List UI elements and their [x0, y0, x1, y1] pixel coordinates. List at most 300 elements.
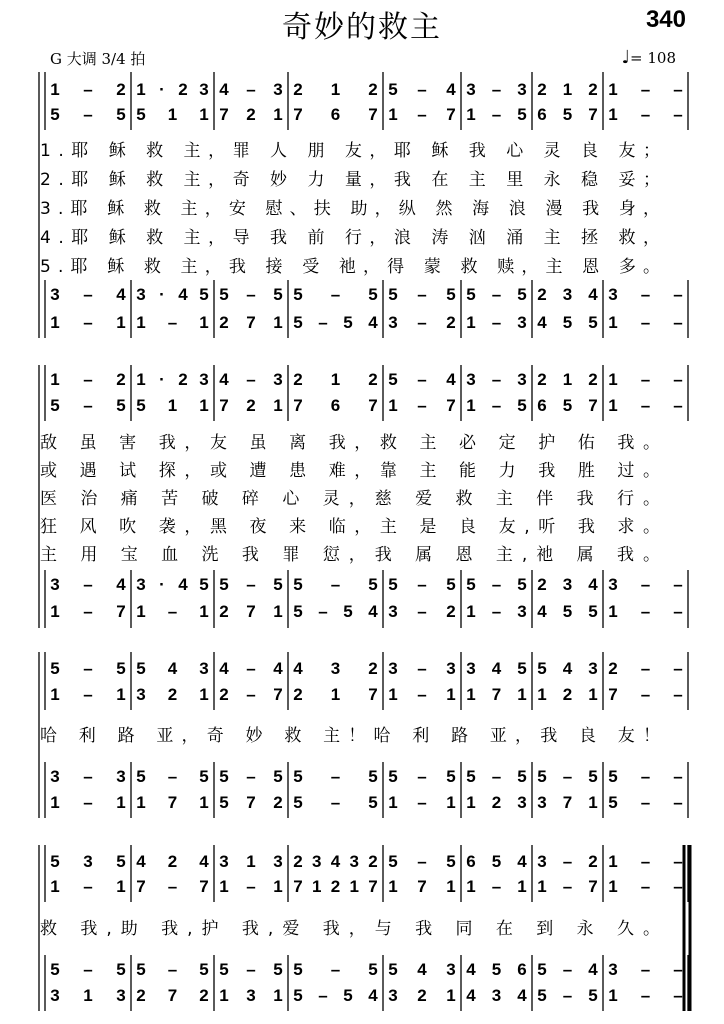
note-glyph: 1 [273, 877, 283, 896]
note-glyph: 2 [178, 80, 188, 99]
note-glyph: 4 [199, 852, 209, 871]
note-glyph: 5 [466, 767, 476, 786]
note-glyph: 1 [83, 986, 93, 1005]
note-glyph: 2 [136, 986, 146, 1005]
note-glyph: – [246, 877, 256, 896]
note-glyph: – [330, 793, 341, 812]
note-glyph: 5 [562, 105, 573, 124]
tempo-value: = 108 [630, 49, 676, 67]
note-glyph: 6 [537, 396, 547, 415]
note-glyph: 5 [517, 105, 527, 124]
note-glyph: 3 [517, 313, 527, 332]
note-glyph: – [673, 986, 683, 1005]
note-glyph: 2 [293, 685, 303, 704]
note-glyph: 1 [388, 685, 398, 704]
note-glyph: 1 [199, 793, 209, 812]
note-glyph: 4 [330, 852, 341, 871]
note-glyph: – [83, 659, 93, 678]
note-glyph: 2 [293, 370, 303, 389]
system-3 [39, 652, 688, 818]
note-glyph: 3 [246, 986, 256, 1005]
note-glyph: 1 [136, 370, 146, 389]
system-4 [39, 845, 690, 1011]
note-glyph: · [159, 575, 165, 594]
note-glyph: 5 [517, 285, 527, 304]
lyric-line: 主 用 宝 血 洗 我 罪 愆，我 属 恩 主,祂 属 我。 [40, 545, 660, 565]
note-glyph: 2 [562, 685, 573, 704]
note-glyph: 1 [50, 793, 60, 812]
note-glyph: 7 [368, 877, 378, 896]
note-glyph: – [83, 313, 93, 332]
lyric-line: 1.耶 稣 救 主，罪 人 朋 友，耶 稣 我 心 灵 良 友； [40, 141, 661, 161]
note-glyph: – [640, 370, 651, 389]
note-glyph: 3 [517, 793, 527, 812]
note-glyph: – [491, 602, 502, 621]
note-glyph: 4 [588, 285, 598, 304]
note-glyph: – [673, 877, 683, 896]
note-glyph: 7 [491, 685, 502, 704]
note-glyph: – [640, 105, 651, 124]
note-glyph: 1 [330, 370, 341, 389]
note-glyph: – [83, 370, 93, 389]
note-glyph: 2 [537, 370, 547, 389]
note-glyph: 7 [293, 396, 303, 415]
note-glyph: – [562, 877, 573, 896]
note-glyph: – [640, 80, 651, 99]
note-glyph: 5 [562, 602, 573, 621]
note-glyph: 3 [588, 659, 598, 678]
note-glyph: – [491, 575, 502, 594]
lyric-line: 医 治 痛 苦 破 碎 心 灵，慈 爱 救 主 伴 我 行。 [40, 489, 660, 509]
note-glyph: 3 [312, 852, 322, 871]
note-glyph: 2 [246, 396, 256, 415]
note-glyph: 1 [517, 877, 527, 896]
note-glyph: 1 [116, 793, 126, 812]
note-glyph: 2 [246, 105, 256, 124]
lyric-line: 敌 虽 害 我，友 虽 离 我，救 主 必 定 护 佑 我。 [40, 433, 660, 453]
note-glyph: 1 [537, 877, 547, 896]
note-glyph: – [83, 960, 93, 979]
note-glyph: 7 [246, 793, 256, 812]
note-glyph: – [491, 767, 502, 786]
note-glyph: 4 [368, 313, 378, 332]
note-glyph: 4 [167, 659, 178, 678]
note-glyph: 5 [517, 575, 527, 594]
lyric-line: 救 我,助 我,护 我,爱 我，与 我 同 在 到 永 久。 [40, 919, 660, 939]
lyric-line: 2.耶 稣 救 主，奇 妙 力 量，我 在 主 里 永 稳 妥； [40, 170, 661, 190]
accompaniment-row-1 [50, 285, 682, 304]
note-glyph: 1 [466, 396, 476, 415]
note-glyph: – [83, 80, 93, 99]
note-glyph: – [562, 960, 573, 979]
note-glyph: – [417, 767, 427, 786]
note-glyph: 5 [368, 960, 378, 979]
note-glyph: 5 [517, 396, 527, 415]
note-glyph: – [673, 659, 683, 678]
accompaniment-row-2 [50, 793, 682, 812]
note-glyph: 1 [608, 80, 618, 99]
note-glyph: – [640, 685, 651, 704]
note-glyph: 5 [199, 767, 209, 786]
note-glyph: 5 [517, 767, 527, 786]
note-glyph: – [417, 575, 427, 594]
note-glyph: 7 [167, 986, 178, 1005]
note-glyph: – [491, 80, 502, 99]
note-glyph: – [673, 396, 683, 415]
note-glyph: – [491, 285, 502, 304]
note-glyph: 5 [293, 313, 303, 332]
note-glyph: 2 [368, 852, 378, 871]
note-glyph: 4 [273, 659, 283, 678]
note-glyph: 5 [588, 986, 598, 1005]
note-glyph: 5 [562, 396, 573, 415]
note-glyph: 7 [368, 105, 378, 124]
note-glyph: – [562, 767, 573, 786]
melody-row-1 [50, 852, 682, 871]
note-glyph: 1 [446, 685, 456, 704]
note-glyph: 6 [330, 396, 341, 415]
accompaniment-row-2 [50, 602, 682, 621]
note-glyph: 1 [50, 877, 60, 896]
note-glyph: 5 [368, 285, 378, 304]
accompaniment-row-2 [50, 313, 682, 332]
note-glyph: 1 [273, 602, 283, 621]
note-glyph: 2 [116, 80, 126, 99]
note-glyph: 1 [588, 685, 598, 704]
note-glyph: 1 [388, 396, 398, 415]
note-glyph: – [330, 960, 341, 979]
note-glyph: – [417, 685, 427, 704]
note-glyph: 4 [446, 80, 456, 99]
note-glyph: 3 [219, 852, 229, 871]
note-glyph: 3 [136, 285, 146, 304]
lyric-line: 或 遇 试 探，或 遭 患 难，靠 主 能 力 我 胜 过。 [40, 461, 660, 481]
note-glyph: – [673, 685, 683, 704]
lyric-line: 狂 风 吹 袭，黑 夜 来 临，主 是 良 友,听 我 求。 [40, 517, 660, 537]
note-glyph: 1 [588, 793, 598, 812]
lyric-line: 3.耶 稣 救 主，安 慰、扶 助，纵 然 海 浪 漫 我 身， [40, 199, 661, 219]
note-glyph: – [167, 767, 178, 786]
note-glyph: 5 [116, 852, 126, 871]
note-glyph: 1 [199, 685, 209, 704]
melody-row-2 [50, 105, 682, 124]
note-glyph: 1 [466, 105, 476, 124]
note-glyph: 1 [136, 793, 146, 812]
note-glyph: 3 [50, 285, 60, 304]
note-glyph: 5 [50, 659, 60, 678]
note-glyph: – [417, 313, 427, 332]
note-glyph: 7 [246, 602, 256, 621]
note-glyph: – [83, 575, 93, 594]
note-glyph: 1 [608, 105, 618, 124]
note-glyph: 7 [446, 105, 456, 124]
note-glyph: – [491, 877, 502, 896]
note-glyph: 5 [537, 986, 547, 1005]
note-glyph: 5 [136, 396, 146, 415]
note-glyph: 3 [517, 370, 527, 389]
note-glyph: 1 [167, 105, 178, 124]
note-glyph: 4 [446, 370, 456, 389]
note-glyph: 3 [537, 793, 547, 812]
melody-row-1 [50, 370, 682, 389]
note-glyph: 5 [273, 767, 283, 786]
note-glyph: 5 [343, 986, 353, 1005]
note-glyph: – [673, 285, 683, 304]
note-glyph: – [417, 793, 427, 812]
note-glyph: 3 [199, 370, 209, 389]
note-glyph: 3 [537, 852, 547, 871]
note-glyph: 2 [417, 986, 427, 1005]
note-glyph: 1 [466, 877, 476, 896]
note-glyph: 2 [293, 852, 303, 871]
note-glyph: 2 [588, 80, 598, 99]
note-glyph: – [83, 602, 93, 621]
note-glyph: – [640, 575, 651, 594]
note-glyph: – [83, 793, 93, 812]
note-glyph: – [83, 685, 93, 704]
note-glyph: 1 [608, 370, 618, 389]
note-glyph: – [640, 285, 651, 304]
note-glyph: – [673, 793, 683, 812]
system-2 [39, 365, 688, 628]
note-glyph: 7 [293, 877, 303, 896]
note-glyph: 7 [167, 793, 178, 812]
note-glyph: 1 [50, 370, 60, 389]
note-glyph: 5 [273, 575, 283, 594]
note-glyph: 5 [388, 852, 398, 871]
note-glyph: 5 [136, 767, 146, 786]
note-glyph: 5 [562, 313, 573, 332]
note-glyph: 5 [116, 396, 126, 415]
system-1 [39, 72, 688, 338]
note-glyph: – [246, 370, 256, 389]
note-glyph: 2 [167, 685, 178, 704]
note-glyph: 5 [273, 285, 283, 304]
note-glyph: – [318, 602, 328, 621]
note-glyph: – [167, 960, 178, 979]
note-glyph: 1 [608, 313, 618, 332]
note-glyph: – [318, 313, 328, 332]
note-glyph: 5 [368, 793, 378, 812]
note-glyph: 5 [368, 575, 378, 594]
note-glyph: – [83, 285, 93, 304]
accompaniment-row-1 [50, 575, 682, 594]
note-glyph: 6 [537, 105, 547, 124]
note-glyph: – [318, 986, 328, 1005]
note-glyph: 7 [368, 685, 378, 704]
note-glyph: 6 [466, 852, 476, 871]
note-glyph: 5 [219, 793, 229, 812]
note-glyph: 7 [136, 877, 146, 896]
note-glyph: – [640, 793, 651, 812]
note-glyph: 4 [537, 313, 547, 332]
note-glyph: – [640, 852, 651, 871]
note-glyph: – [673, 105, 683, 124]
note-glyph: 2 [368, 370, 378, 389]
note-glyph: – [640, 396, 651, 415]
note-glyph: 5 [491, 852, 502, 871]
note-glyph: 1 [312, 877, 322, 896]
note-glyph: 5 [219, 575, 229, 594]
note-glyph: – [417, 370, 427, 389]
note-glyph: 5 [368, 767, 378, 786]
hymn-title: 奇妙的救主 [282, 10, 442, 45]
note-glyph: 5 [273, 960, 283, 979]
note-glyph: – [640, 960, 651, 979]
note-glyph: 1 [349, 877, 359, 896]
note-glyph: 7 [246, 313, 256, 332]
note-glyph: 1 [50, 313, 60, 332]
note-glyph: 1 [199, 313, 209, 332]
note-glyph: – [640, 659, 651, 678]
note-glyph: – [417, 602, 427, 621]
note-glyph: – [330, 575, 341, 594]
note-glyph: – [640, 313, 651, 332]
note-glyph: 4 [178, 575, 188, 594]
note-glyph: – [673, 575, 683, 594]
note-glyph: 3 [330, 659, 341, 678]
note-glyph: 7 [219, 105, 229, 124]
note-glyph: 5 [293, 602, 303, 621]
note-glyph: 5 [293, 575, 303, 594]
note-glyph: 5 [116, 960, 126, 979]
note-glyph: 5 [219, 285, 229, 304]
note-glyph: 5 [219, 960, 229, 979]
note-glyph: 5 [293, 767, 303, 786]
note-glyph: 2 [219, 602, 229, 621]
note-glyph: 2 [199, 986, 209, 1005]
note-glyph: 1 [446, 986, 456, 1005]
note-glyph: 5 [116, 659, 126, 678]
note-glyph: – [640, 986, 651, 1005]
note-glyph: 4 [219, 80, 229, 99]
note-glyph: 1 [116, 313, 126, 332]
note-glyph: 4 [368, 602, 378, 621]
note-glyph: 4 [116, 575, 126, 594]
note-glyph: 4 [517, 986, 527, 1005]
note-glyph: 1 [608, 986, 618, 1005]
note-glyph: – [83, 105, 93, 124]
note-glyph: 5 [388, 575, 398, 594]
note-glyph: – [246, 659, 256, 678]
note-glyph: 1 [608, 877, 618, 896]
note-glyph: – [673, 852, 683, 871]
note-glyph: · [159, 285, 165, 304]
note-glyph: 1 [136, 313, 146, 332]
note-glyph: 1 [273, 396, 283, 415]
note-glyph: 5 [588, 602, 598, 621]
note-glyph: – [83, 767, 93, 786]
note-glyph: 3 [446, 659, 456, 678]
note-glyph: 5 [388, 370, 398, 389]
note-glyph: 1 [446, 793, 456, 812]
melody-row-1 [50, 659, 682, 678]
accompaniment-row-1 [50, 960, 682, 979]
note-glyph: 2 [537, 575, 547, 594]
note-glyph: – [246, 575, 256, 594]
note-glyph: 5 [537, 767, 547, 786]
note-glyph: – [673, 313, 683, 332]
note-glyph: 3 [388, 659, 398, 678]
note-glyph: – [491, 370, 502, 389]
note-glyph: 5 [388, 285, 398, 304]
note-glyph: 5 [219, 767, 229, 786]
note-glyph: 3 [50, 575, 60, 594]
note-glyph: 5 [136, 960, 146, 979]
note-glyph: 5 [446, 767, 456, 786]
note-glyph: 5 [446, 285, 456, 304]
note-glyph: 5 [608, 767, 618, 786]
accompaniment-row-1 [50, 767, 682, 786]
note-glyph: 7 [417, 877, 427, 896]
note-glyph: 5 [50, 105, 60, 124]
note-glyph: 1 [199, 396, 209, 415]
note-glyph: 4 [116, 285, 126, 304]
note-glyph: 3 [466, 370, 476, 389]
note-glyph: 3 [50, 986, 60, 1005]
note-glyph: – [330, 767, 341, 786]
note-glyph: 1 [608, 602, 618, 621]
note-glyph: 1 [219, 877, 229, 896]
note-glyph: 1 [537, 685, 547, 704]
note-glyph: 3 [466, 659, 476, 678]
note-glyph: 3 [273, 80, 283, 99]
note-glyph: 2 [537, 80, 547, 99]
note-glyph: 5 [388, 767, 398, 786]
note-glyph: 4 [562, 659, 573, 678]
note-glyph: 5 [50, 852, 60, 871]
note-glyph: 3 [349, 852, 359, 871]
note-glyph: 4 [491, 659, 502, 678]
note-glyph: 5 [50, 960, 60, 979]
note-glyph: – [417, 285, 427, 304]
note-glyph: 1 [50, 685, 60, 704]
note-glyph: 6 [330, 105, 341, 124]
note-glyph: 5 [50, 396, 60, 415]
lyric-line: 哈 利 路 亚，奇 妙 救 主！哈 利 路 亚，我 良 友！ [40, 726, 661, 746]
note-glyph: 2 [608, 659, 618, 678]
note-glyph: 4 [219, 370, 229, 389]
note-glyph: 3 [517, 602, 527, 621]
note-glyph: 1 [199, 602, 209, 621]
note-glyph: 3 [517, 80, 527, 99]
note-glyph: 3 [562, 575, 573, 594]
note-glyph: 1 [116, 685, 126, 704]
note-glyph: – [417, 105, 427, 124]
note-glyph: – [640, 602, 651, 621]
note-glyph: 5 [199, 285, 209, 304]
note-glyph: – [246, 960, 256, 979]
note-glyph: 2 [588, 370, 598, 389]
quarter-note-icon: ♩ [621, 47, 631, 68]
note-glyph: 5 [588, 767, 598, 786]
note-glyph: – [330, 285, 341, 304]
note-glyph: 2 [491, 793, 502, 812]
note-glyph: 4 [293, 659, 303, 678]
note-glyph: 1 [466, 793, 476, 812]
note-glyph: 3 [562, 285, 573, 304]
note-glyph: 1 [388, 105, 398, 124]
note-glyph: 3 [608, 285, 618, 304]
note-glyph: 5 [588, 313, 598, 332]
note-glyph: 3 [136, 685, 146, 704]
note-glyph: – [246, 285, 256, 304]
note-glyph: – [246, 767, 256, 786]
note-glyph: 1 [273, 105, 283, 124]
note-glyph: 2 [537, 285, 547, 304]
note-glyph: 1 [50, 602, 60, 621]
note-glyph: 1 [330, 685, 341, 704]
